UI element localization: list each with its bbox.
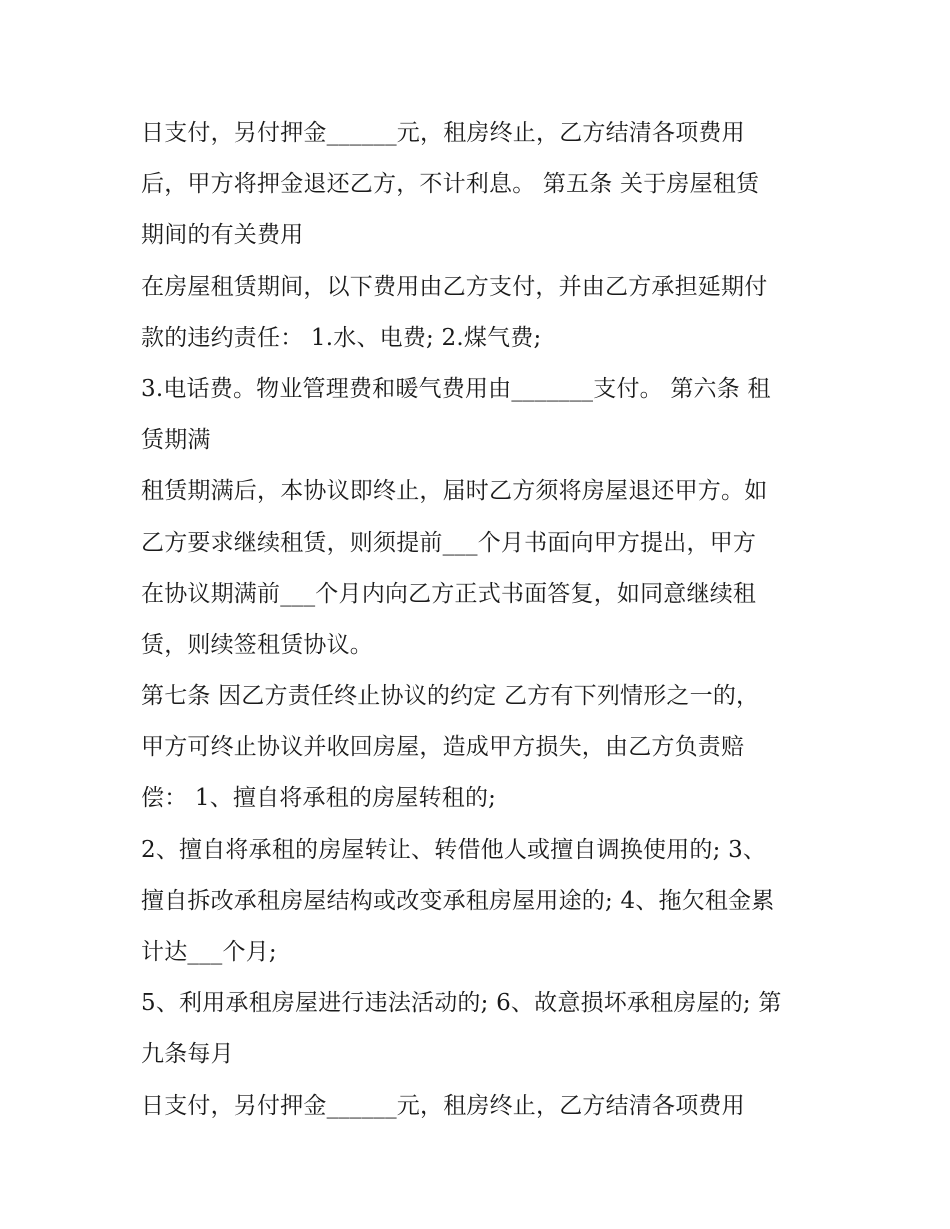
text-line: 乙方要求继续租赁，则须提前___个月书面向甲方提出，甲方 — [141, 529, 757, 556]
text-line: 日支付，另付押金______元，租房终止，乙方结清各项费用 — [141, 120, 745, 146]
text-line: 租赁期满后，本协议即终止，届时乙方须将房屋退还甲方。如 — [141, 478, 768, 505]
text-line: 期间的有关费用 — [141, 222, 304, 249]
text-line: 九条每月 — [141, 1041, 234, 1068]
text-line: 第七条 因乙方责任终止协议的约定 乙方有下列情形之一的， — [141, 683, 760, 710]
text-line: 甲方可终止协议并收回房屋，造成甲方损失，由乙方负责赔 — [141, 734, 745, 761]
text-line: 3.电话费。物业管理费和暖气费用由_______支付。 第六条 租 — [141, 375, 771, 402]
text-line: 后，甲方将押金退还乙方，不计利息。 第五条 关于房屋租赁 — [141, 171, 760, 198]
text-line: 偿： 1、擅自将承租的房屋转租的; — [141, 785, 497, 812]
text-line: 赁，则续签租赁协议。 — [141, 631, 373, 658]
text-line: 在协议期满前___个月内向乙方正式书面答复，如同意继续租 — [141, 580, 757, 607]
text-line: 在房屋租赁期间，以下费用由乙方支付，并由乙方承担延期付 — [141, 273, 768, 300]
text-line: 日支付，另付押金______元，租房终止，乙方结清各项费用 — [141, 1092, 745, 1119]
document-body — [141, 108, 821, 1132]
text-line: 5、利用承租房屋进行违法活动的; 6、故意损坏承租房屋的; 第 — [141, 990, 782, 1017]
text-line: 2、擅自将承租的房屋转让、转借他人或擅自调换使用的; 3、 — [141, 836, 767, 863]
text-line: 款的违约责任： 1.水、电费; 2.煤气费; — [141, 324, 542, 351]
text-line: 计达___个月; — [141, 939, 277, 965]
text-line: 擅自拆改承租房屋结构或改变承租房屋用途的; 4、拖欠租金累 — [141, 887, 775, 914]
text-line: 赁期满 — [141, 427, 211, 454]
